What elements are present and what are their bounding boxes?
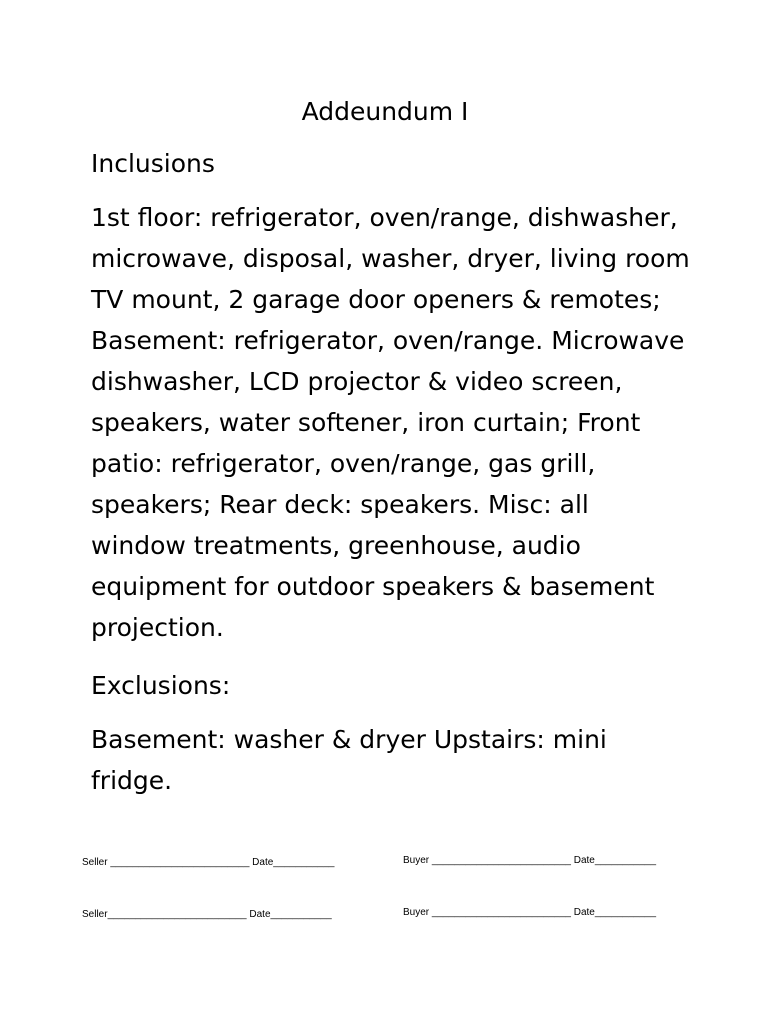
buyer-signature-line-2: Buyer _________________________ Date___________	[403, 907, 657, 918]
exclusions-heading: Exclusions:	[91, 671, 231, 700]
document-title: Addeundum I	[301, 97, 469, 126]
seller-signature-line-1: Seller _________________________ Date___________	[82, 857, 335, 868]
inclusions-text: 1st floor: refrigerator, oven/range, dishwasher, microwave, disposal, washer, dryer, living room TV mount, 2 garage door openers & remotes; Basement: refrigerator, oven/range. Microwave dishwasher, LCD projector & video screen, speakers, water softener, iron curtain; Front patio: refrigerator, oven/range, gas grill, speakers; Rear deck: speakers. Misc: all window treatments, greenhouse, audio equipment for outdoor speakers & basement projection.	[91, 203, 690, 642]
exclusions-text: Basement: washer & dryer Upstairs: mini fridge.	[91, 725, 607, 795]
buyer-signature-line-1: Buyer _________________________ Date___________	[403, 855, 657, 866]
inclusions-heading: Inclusions	[91, 149, 215, 178]
seller-signature-line-2: Seller_________________________ Date___________	[82, 909, 332, 920]
